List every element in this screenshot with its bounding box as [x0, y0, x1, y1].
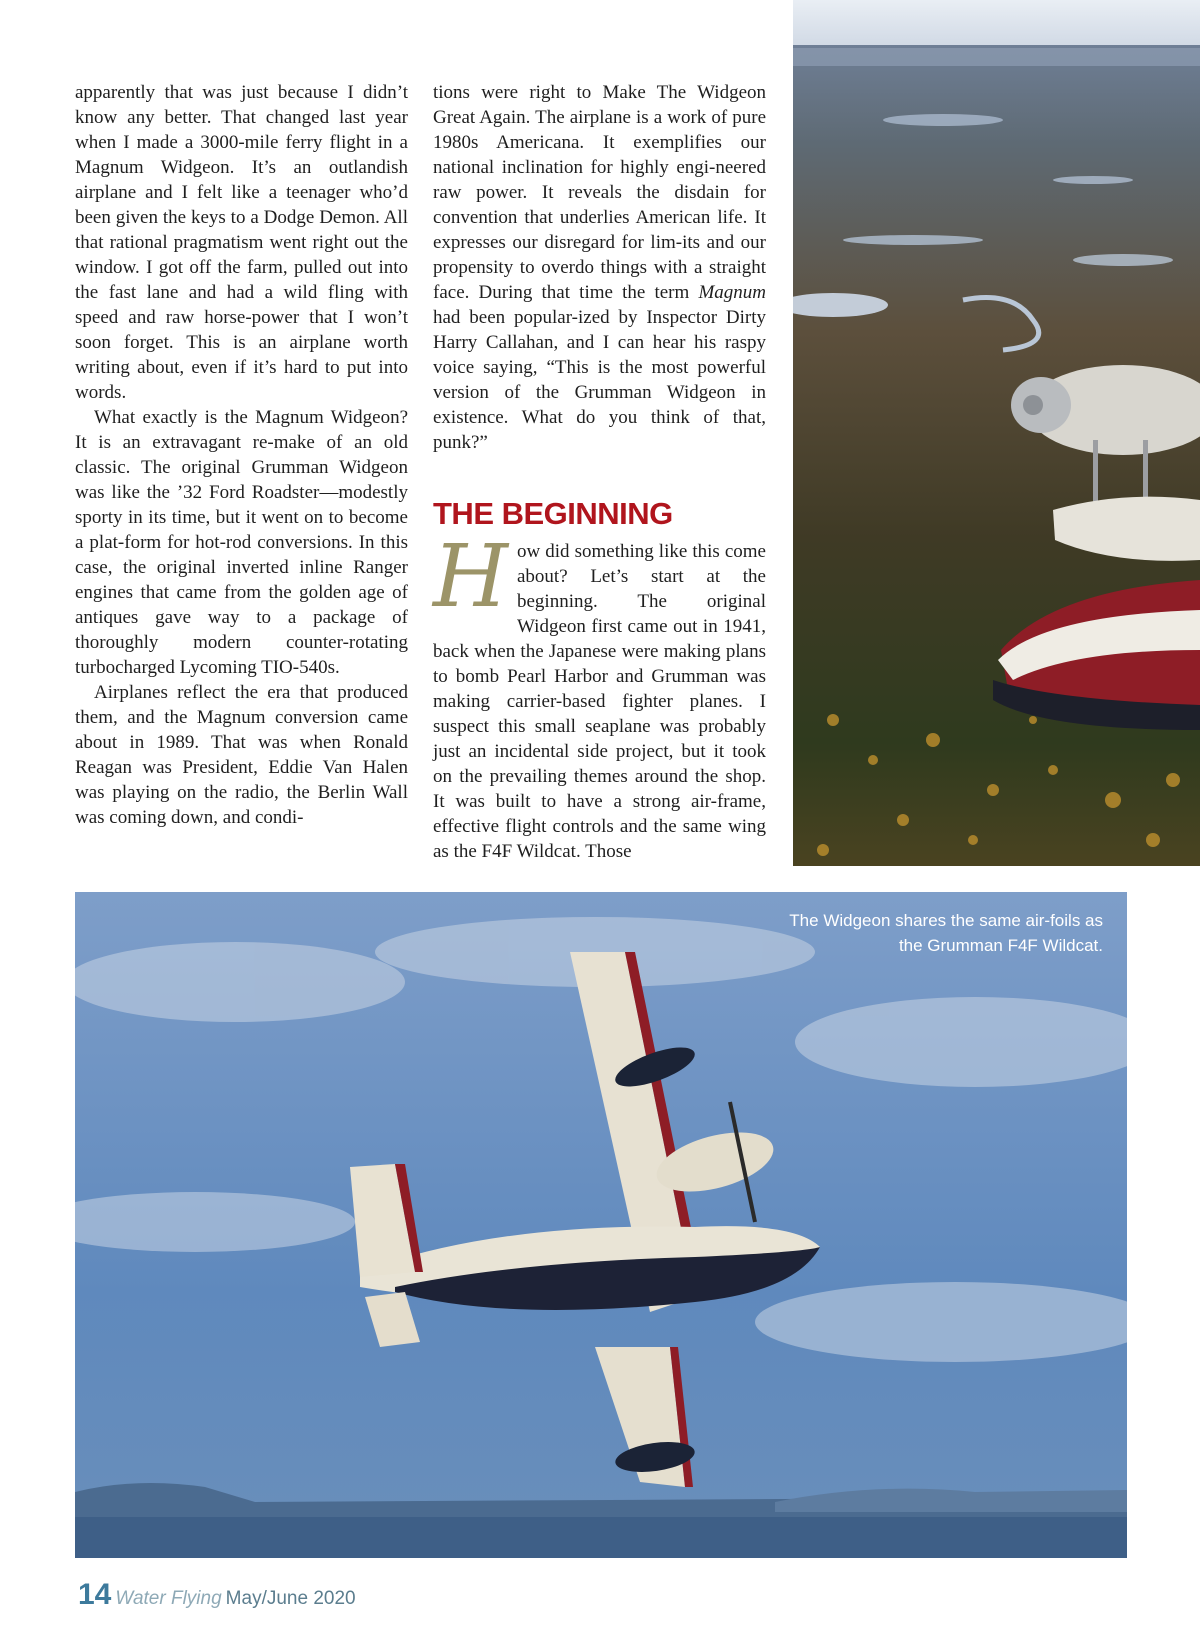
paragraph-text: had been popular-ized by Inspector Dirty Harry Callahan, and I can hear his raspy voice saying, “This is the most powerful version of the Grumman Widgeon in existence. What do you think of that, punk?” — [433, 307, 766, 453]
article-column-2 — [433, 80, 766, 864]
paragraph-text: tions were right to Make The Widgeon Great Again. The airplane is a work of pure 1980s Americana. It exemplifies our national inclination for highly engi-neered raw power. It reveals the disdain for convention that underlies American life. It expresses our disregard for lim-its and our propensity to overdo things with a straight face. During that time the term — [433, 82, 766, 303]
page-number: 14 — [78, 1578, 112, 1611]
paragraph: What exactly is the Magnum Widgeon? It is an extravagant re-make of an old classic. The original Grumman Widgeon was like the ’32 Ford Roadster—modestly sporty in its time, but it went on to become a plat-form for hot-rod conversions. In this case, the original inverted inline Ranger engines that came from the golden age of antiques gave way to a package of thoroughly modern counter-rotating turbocharged Lycoming TIO-540s. — [75, 407, 408, 678]
paragraph — [433, 527, 766, 864]
paragraph: apparently that was just because I didn’t know any better. That changed last year when I made a 3000-mile ferry flight in a Magnum Widgeon. It’s an outlandish airplane and I felt like a teenager who’d been given the keys to a Dodge Demon. All that rational pragmatism went right out the window. I got off the farm, pulled out into the fast lane and had a wild fling with speed and raw horse-power that I won’t soon forget. This is an airplane worth writing about, even if it’s hard to put into words. — [75, 82, 408, 403]
aerial-photo — [793, 0, 1200, 866]
italic-term: Magnum — [698, 282, 766, 303]
paragraph-text: ow did something like this come about? Let’s start at the beginning. The original Widgeon first came out in 1941, back when the Japanese were making plans to bomb Pearl Harbor and Grumman was making carrier-based fighter planes. I suspect this small seaplane was probably just an incidental side project, but it took on the prevailing themes around the shop. It was built to have a strong air-frame, effective flight controls and the same wing as the F4F Wildcat. Those — [433, 541, 766, 862]
page-footer — [78, 1578, 356, 1612]
widgeon-flight-photo — [75, 892, 1127, 1558]
aerial-landscape-image — [793, 0, 1200, 866]
section-heading: THE BEGINNING — [433, 496, 673, 531]
paragraph: Airplanes reflect the era that produced them, and the Magnum conversion came about in 1989. That was when Ronald Reagan was President, Eddie Van Halen was playing on the radio, the Berlin Wall was coming down, and condi- — [75, 682, 408, 828]
article-column-1 — [75, 80, 408, 830]
paragraph — [433, 80, 766, 455]
widgeon-in-flight-image — [75, 892, 1127, 1558]
drop-cap: H — [433, 527, 508, 627]
magazine-name: Water Flying — [115, 1588, 222, 1609]
photo-caption: The Widgeon shares the same air-foils as the Grumman F4F Wildcat. — [789, 911, 1103, 955]
issue-date: May/June 2020 — [225, 1588, 356, 1609]
